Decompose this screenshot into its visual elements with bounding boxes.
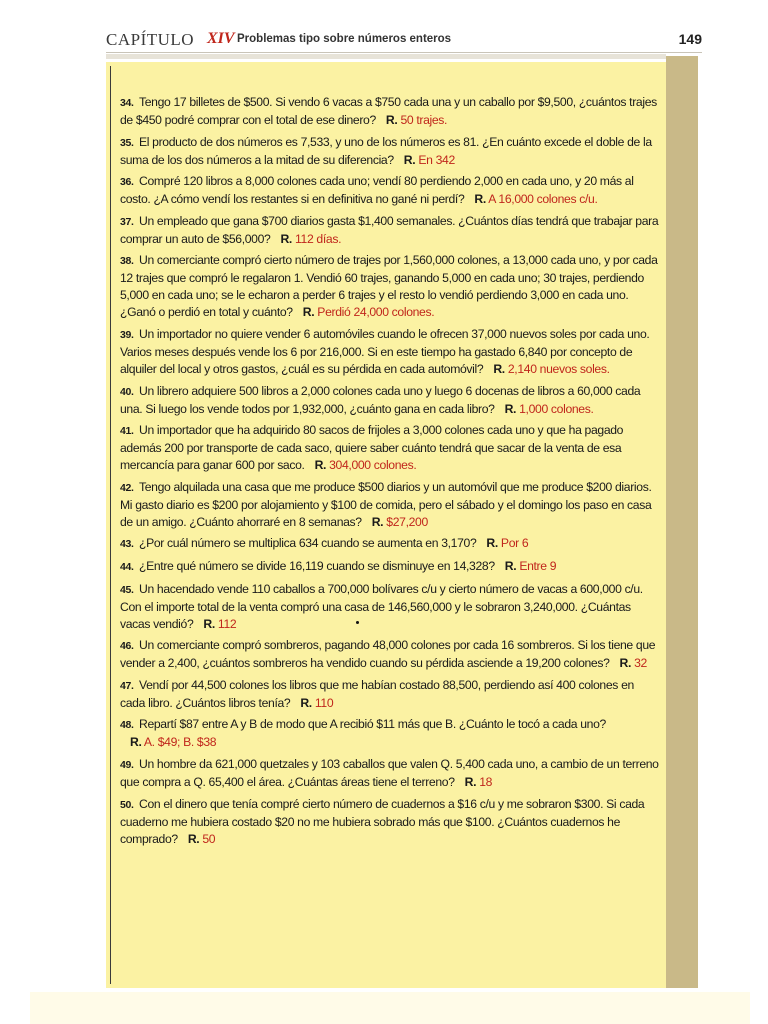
problem-number: 48. — [120, 719, 134, 732]
problem-item — [117, 326, 661, 378]
problem-number: 50. — [120, 798, 134, 811]
problem-answer — [486, 536, 528, 550]
answer-value: Entre 9 — [519, 558, 557, 573]
answer-value: $27,200 — [386, 514, 428, 529]
problem-answer — [505, 402, 594, 416]
side-strip — [666, 56, 698, 988]
problem-item — [117, 716, 661, 751]
problem-number: 42. — [120, 481, 134, 494]
problem-answer — [300, 696, 333, 710]
stray-dot — [356, 621, 359, 624]
problem-text: Un hacendado vende 110 caballos a 700,000 bolívares c/u y cierto número de vacas a 600,000 c/u. Con el importe total de la venta compró una casa de 146,560,000 y le sobraron 3,240,000. ¿Cuántas vacas vendió? — [120, 581, 643, 631]
problem-text: ¿Por cuál número se multiplica 634 cuando se aumenta en 3,170? — [139, 536, 477, 551]
problem-text: Un importador que ha adquirido 80 sacos de frijoles a 3,000 colones cada uno y que ha pagado además 200 por transporte de cada saco, quiere saber cuánto tendrá que sacar de la venta de esa mercancía para ganar 600 por saco. — [120, 423, 624, 473]
problem-answer — [188, 832, 215, 846]
problem-item — [117, 756, 661, 791]
problem-text: Un comerciante compró sombreros, pagando 48,000 colones por cada 16 sombreros. Si los tiene que vender a 2,400, ¿cuántos sombreros ha vendido cuando su pérdida asciende a 19,200 colones? — [120, 638, 656, 671]
answer-prefix: R. — [504, 401, 517, 416]
answer-value: 50 trajes. — [400, 113, 448, 127]
problem-text: Vendí por 44,500 colones los libros que me habían costado 88,500, perdiendo así 400 colones en cada libro. ¿Cuántos libros tenía? — [120, 677, 634, 710]
answer-value: A. $49; B. $38 — [143, 735, 217, 750]
answer-prefix: R. — [619, 656, 632, 671]
problem-item — [117, 796, 661, 848]
problem-number: 37. — [120, 215, 134, 228]
answer-prefix: R. — [203, 616, 215, 631]
problem-text: El producto de dos números es 7,533, y uno de los números es 81. ¿En cuánto excede el doble de la suma de los dos números a la mitad de su diferencia? — [120, 134, 652, 167]
answer-prefix: R. — [493, 361, 505, 376]
problem-number: 38. — [120, 255, 134, 268]
problem-number: 47. — [120, 679, 134, 692]
answer-value: A 16,000 colones c/u. — [488, 192, 598, 207]
answer-value: En 342 — [418, 152, 455, 167]
answer-prefix: R. — [314, 458, 327, 473]
problem-item — [117, 252, 661, 321]
problem-item — [117, 134, 661, 169]
problem-number: 49. — [120, 758, 134, 771]
answer-value: Por 6 — [500, 536, 529, 551]
problem-number: 43. — [120, 538, 134, 551]
problem-number: 39. — [120, 328, 134, 341]
answer-prefix: R. — [371, 514, 384, 529]
answer-prefix: R. — [403, 152, 416, 167]
answer-value: 110 — [314, 695, 334, 710]
answer-prefix: R. — [187, 831, 200, 846]
answer-prefix: R. — [474, 192, 486, 207]
problem-answer — [203, 617, 236, 631]
problem-text: Con el dinero que tenía compré cierto número de cuadernos a $16 c/u y me sobraron $300. Si cada cuaderno me hubiera costado $20 no me hubiera sobrado más que $100. ¿Cuántos cuadernos he comprado? — [120, 796, 645, 846]
problem-number: 40. — [120, 385, 134, 398]
problem-number: 45. — [120, 583, 134, 596]
problem-text: Un importador no quiere vender 6 automóviles cuando le ofrecen 37,000 nuevos soles por cada uno. Varios meses después vende los 6 por 216,000. Si en este tiempo ha gastado 6,840 por concepto de alquiler del local y otros gastos, ¿cuál es su pérdida en cada automóvil? — [120, 326, 650, 376]
problem-text: Tengo 17 billetes de $500. Si vendo 6 vacas a $750 cada una y un caballo por $9,500, ¿cuántos trajes de $450 podré comprar con el total de ese dinero? — [120, 95, 657, 127]
answer-value: 2,140 nuevos soles. — [507, 361, 610, 376]
answer-value: 32 — [634, 656, 647, 671]
page-number: 149 — [678, 31, 702, 47]
answer-prefix: R. — [464, 774, 477, 789]
problem-item — [117, 213, 661, 248]
problem-list — [117, 94, 661, 852]
problem-number: 41. — [120, 425, 134, 438]
problem-text: Un hombre da 621,000 quetzales y 103 caballos que valen Q. 5,400 cada uno, a cambio de un terreno que compra a Q. 65,400 el área. ¿Cuántas áreas tiene el terreno? — [120, 756, 659, 789]
answer-prefix: R. — [486, 536, 498, 551]
problem-number: 34. — [120, 97, 134, 109]
problem-answer — [315, 458, 417, 472]
answer-prefix: R. — [280, 231, 292, 246]
answer-prefix: R. — [300, 695, 312, 710]
answer-prefix: R. — [504, 558, 517, 573]
problem-number: 36. — [120, 176, 134, 189]
problem-item — [117, 581, 661, 633]
problem-answer — [372, 515, 428, 529]
problem-answer — [620, 656, 647, 670]
problem-answer — [303, 305, 435, 319]
problem-item — [117, 535, 661, 553]
problem-text: Un librero adquiere 500 libros a 2,000 colones cada uno y luego 6 docenas de libros a 60,000 cada una. Si luego los vende todos por 1,932,000, ¿cuánto gana en cada libro? — [120, 383, 641, 416]
chapter-number: XIV — [207, 30, 235, 47]
top-divider — [106, 54, 666, 59]
problem-item — [117, 558, 661, 576]
problem-number: 46. — [120, 640, 134, 653]
problem-answer — [404, 153, 455, 167]
problem-item — [117, 637, 661, 672]
problem-item — [117, 422, 661, 474]
page-header — [106, 30, 702, 53]
problem-answer — [474, 192, 597, 206]
problem-item — [117, 94, 661, 129]
answer-value: Perdió 24,000 colones. — [317, 305, 435, 320]
problem-answer — [465, 775, 492, 789]
problem-number: 35. — [120, 136, 134, 149]
problem-answer — [130, 735, 216, 749]
problem-text: Repartí $87 entre A y B de modo que A recibió $11 más que B. ¿Cuánto le tocó a cada uno? — [139, 717, 606, 732]
answer-value: 112 días. — [295, 231, 342, 246]
problem-number: 44. — [120, 560, 134, 573]
answer-prefix: R. — [385, 113, 398, 127]
problem-answer — [505, 559, 556, 573]
problem-answer — [280, 232, 341, 246]
problem-text: Un comerciante compró cierto número de trajes por 1,560,000 colones, a 13,000 cada uno, y por cada 12 trajes que compró le regalaron 1. Vendió 60 trajes, ganando 5,000 en cada uno; 30 trajes, perdiendo 5,000 en cada uno; se le echaron a perder 6 trajes y el resto lo vendió perdiendo 3,000 en cada uno. ¿Ganó o perdió en total y cuánto? — [120, 253, 658, 320]
answer-prefix: R. — [130, 735, 142, 750]
problem-text: Un empleado que gana $700 diarios gasta $1,400 semanales. ¿Cuántos días tendrá que trabajar para comprar un auto de $56,000? — [120, 213, 659, 246]
chapter-title: Problemas tipo sobre números enteros — [237, 33, 452, 45]
problem-answer — [386, 113, 447, 127]
problem-text: ¿Entre qué número se divide 16,119 cuando se disminuye en 14,328? — [139, 558, 495, 573]
answer-prefix: R. — [302, 305, 315, 320]
problem-item — [117, 479, 661, 531]
problem-answer — [493, 362, 609, 376]
problem-item — [117, 677, 661, 712]
answer-value: 112 — [217, 616, 237, 631]
answer-value: 1,000 colones. — [519, 401, 594, 416]
answer-value: 50 — [202, 831, 216, 846]
problem-text: Tengo alquilada una casa que me produce $500 diarios y un automóvil que me produce $200 diarios. Mi gasto diario es $200 por alojamiento y $100 de comida, pero el sábado y el domingo los paso en casa de un amigo. ¿Cuánto ahorraré en 8 semanas? — [120, 479, 652, 529]
answer-value: 304,000 colones. — [329, 458, 417, 473]
problem-item — [117, 173, 661, 208]
problem-text: Compré 120 libros a 8,000 colones cada uno; vendí 80 perdiendo 2,000 en cada uno, y 20 más al costo. ¿A cómo vendí los restantes si en definitiva no gané ni perdí? — [120, 174, 634, 207]
bottom-band — [30, 992, 750, 1024]
chapter-label: CAPÍTULO — [106, 30, 195, 49]
answer-value: 18 — [479, 774, 493, 789]
box-left-rule — [110, 66, 111, 984]
problem-item — [117, 383, 661, 418]
